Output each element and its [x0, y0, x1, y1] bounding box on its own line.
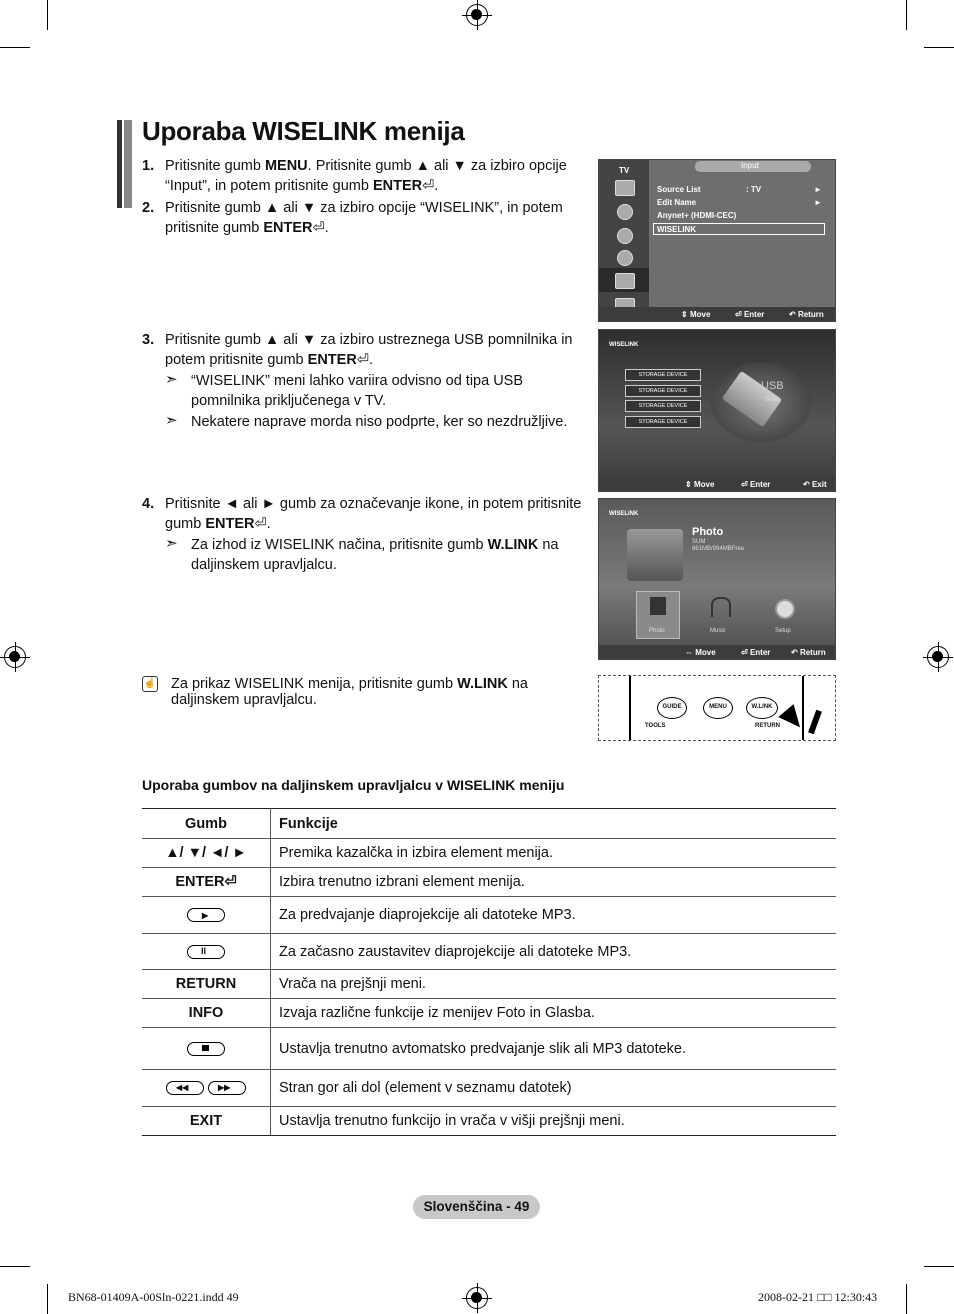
table-header-row: Gumb Funkcije	[142, 809, 836, 839]
table-subheading: Uporaba gumbov na daljinskem upravljalcu v WISELINK meniju	[142, 777, 565, 793]
page-number-badge: Slovenščina - 49	[413, 1195, 540, 1219]
wlink-button[interactable]: W.LINK	[746, 697, 778, 719]
remote-control-illustration	[598, 675, 836, 741]
arrow-right-icon: ►	[814, 185, 822, 194]
menu-header: Input	[741, 161, 759, 170]
step-4: 4. Pritisnite ◄ ali ► gumb za označevanje ikone, in potem pritisnite gumb ENTER⏎.	[142, 496, 582, 532]
note-3a: ➣ “WISELINK” meni lahko variira odvisno od tipa USB pomnilnika priključenega v TV.	[165, 371, 524, 409]
table-row: INFO Izvaja različne funkcije iz menijev Foto in Glasba.	[142, 999, 836, 1028]
camera-icon	[627, 529, 683, 581]
rewind-button-icon: ◀◀	[166, 1081, 204, 1095]
step-3: 3. Pritisnite gumb ▲ ali ▼ za izbiro ustreznega USB pomnilnika in potem pritisnite gumb ENTER⏎.	[142, 332, 573, 368]
play-button-icon: ▶	[187, 908, 225, 922]
wiselink-logo: WISELINK	[609, 342, 639, 348]
tv-menu-screen: TV Input Source List : TV ► Edit Name ► Anynet+ (HDMI-CEC) WISELINK ⇕ Move ⏎ Enter ↶ Return	[598, 159, 836, 322]
storage-device-item[interactable]: STORAGE DEVICE	[625, 385, 701, 397]
registration-mark-icon	[4, 646, 26, 668]
setup-icon	[617, 250, 633, 266]
table-row: RETURN Vrača na prejšnji meni.	[142, 970, 836, 999]
table-row: EXIT Ustavlja trenutno funkcijo in vrača v višji prejšnji meni.	[142, 1107, 836, 1136]
step-1: 1. Pritisnite gumb MENU. Pritisnite gumb ▲ ali ▼ za izbiro opcije “Input”, in potem pritisnite gumb ENTER⏎.	[142, 158, 567, 194]
main-hint-bar: ⇔ Move ⏎ Enter ↶ Return	[599, 645, 835, 659]
wiselink-device-screen: WISELINK STORAGE DEVICE STORAGE DEVICE STORAGE DEVICE STORAGE DEVICE USB SUM ⇕ Move ⏎ Enter ↶ Exit	[598, 329, 836, 492]
page-title: Uporaba WISELINK menija	[142, 116, 465, 146]
photo-icon[interactable]	[650, 597, 666, 615]
enter-icon: ⏎	[422, 178, 435, 194]
wiselink-logo: WISELINK	[609, 511, 639, 517]
input-icon	[615, 273, 635, 289]
title-accent-bar	[117, 120, 122, 208]
menu-button[interactable]: MENU	[703, 697, 733, 719]
enter-icon: ⏎	[356, 352, 369, 368]
picture-icon	[615, 180, 635, 196]
return-label: RETURN	[755, 723, 780, 729]
arrow-right-icon: ►	[814, 198, 822, 207]
menu-item-edit-name[interactable]: Edit Name	[657, 198, 697, 207]
hand-note-icon: ☝	[142, 676, 158, 692]
print-slug-right: 2008-02-21 □□ 12:30:43	[758, 1290, 878, 1304]
pause-button-icon: II	[187, 945, 225, 959]
table-row: ▲/ ▼/ ◄/ ► Premika kazalčka in izbira element menija.	[142, 839, 836, 868]
fast-forward-button-icon: ▶▶	[208, 1081, 246, 1095]
enter-icon: ⏎	[254, 516, 267, 532]
storage-device-item[interactable]: STORAGE DEVICE	[625, 369, 701, 381]
setup-icon[interactable]	[775, 599, 795, 619]
title-accent-bar	[124, 120, 132, 208]
registration-mark-icon	[927, 646, 949, 668]
menu-item-anynet[interactable]: Anynet+ (HDMI-CEC)	[657, 211, 737, 220]
storage-device-item[interactable]: STORAGE DEVICE	[625, 400, 701, 412]
info-note: Za prikaz WISELINK menija, pritisnite gumb W.LINK na daljinskem upravljalcu.	[171, 676, 528, 708]
table-row: II Za začasno zaustavitev diaprojekcije ali datoteke MP3.	[142, 934, 836, 970]
table-row: Ustavlja trenutno avtomatsko predvajanje slik ali MP3 datoteke.	[142, 1028, 836, 1070]
stop-button-icon	[187, 1042, 225, 1056]
button-function-table	[142, 808, 836, 1136]
wiselink-main-screen: WISELINK Photo SUM 861MB/994MBFree Photo Music Setup ⇔ Move ⏎ Enter ↶ Return	[598, 498, 836, 660]
device-hint-bar: ⇕ Move ⏎ Enter ↶ Exit	[599, 477, 835, 491]
note-arrow-icon: ➣	[165, 371, 178, 388]
print-slug-left: BN68-01409A-00Sln-0221.indd 49	[68, 1290, 239, 1304]
registration-mark-icon	[466, 4, 488, 26]
channel-icon	[617, 228, 633, 244]
music-icon[interactable]	[711, 597, 731, 617]
menu-sidebar: TV	[599, 160, 649, 322]
sound-icon	[617, 204, 633, 220]
note-arrow-icon: ➣	[165, 535, 178, 552]
enter-icon: ⏎	[224, 874, 237, 890]
guide-button[interactable]: GUIDE	[657, 697, 687, 719]
table-row: ENTER⏎ Izbira trenutno izbrani element menija.	[142, 868, 836, 897]
storage-device-item[interactable]: STORAGE DEVICE	[625, 416, 701, 428]
note-arrow-icon: ➣	[165, 412, 178, 429]
note-4: ➣ Za izhod iz WISELINK načina, pritisnite gumb W.LINK na daljinskem upravljalcu.	[165, 535, 559, 573]
registration-mark-icon	[466, 1287, 488, 1309]
table-row: ▶ Za predvajanje diaprojekcije ali datoteke MP3.	[142, 897, 836, 934]
tools-label: TOOLS	[645, 723, 666, 729]
menu-hint-bar: ⇕ Move ⏎ Enter ↶ Return	[599, 307, 835, 321]
enter-icon: ⏎	[312, 220, 325, 236]
menu-item-source-list[interactable]: Source List	[657, 185, 701, 194]
menu-item-wiselink[interactable]: WISELINK	[657, 225, 697, 234]
table-row: ◀◀ ▶▶ Stran gor ali dol (element v seznamu datotek)	[142, 1070, 836, 1107]
step-2: 2. Pritisnite gumb ▲ ali ▼ za izbiro opcije “WISELINK”, in potem pritisnite gumb ENTER⏎.	[142, 200, 563, 236]
note-3b: ➣ Nekatere naprave morda niso podprte, ker so nezdružljive.	[165, 412, 568, 430]
